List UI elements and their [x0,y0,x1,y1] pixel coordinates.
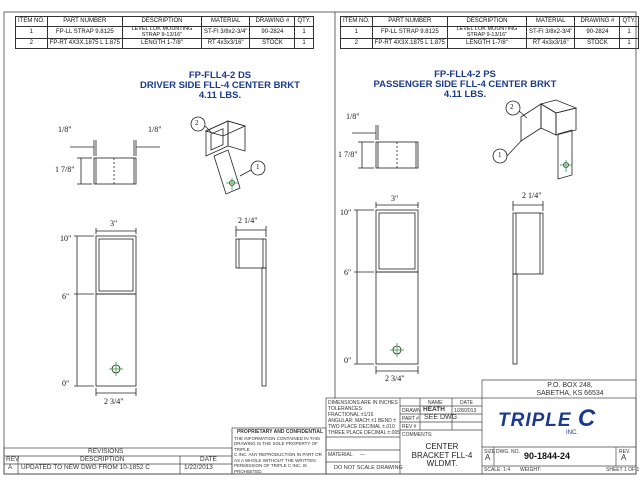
dwg-value: 90-1844-24 [524,451,571,461]
left-front-view [74,228,136,396]
proprietary-title: PROPRIETARY AND CONFIDENTIAL [236,429,324,435]
bom-cell: 1 [341,27,373,39]
revisions-desc-col: DESCRIPTION [80,456,125,463]
bom-header-qty: QTY. [295,17,313,27]
balloon-label-2: 2 [195,119,199,127]
dim-left-height-small: 1 7/8" [55,165,75,174]
right-iso-centerlines [560,160,572,172]
dim-left-h6: 6" [62,292,70,301]
balloon-label-1: 1 [256,163,260,171]
size-label: SIZE [484,449,496,455]
comments-label: COMMENTS: [402,432,433,438]
bom-cell: 2 [16,39,48,49]
left-side-view [236,226,266,386]
proprietary-line: C INC. ANY REPRODUCTION IN PART OR [234,452,322,457]
bom-cell: 1 [295,39,313,49]
bom-cell: LENGTH 1-7/8" [447,39,526,49]
date-label: DATE [460,400,473,406]
dims-note-line: TWO PLACE DECIMAL ±.010 [328,424,395,430]
revisions-rev-col: REV [6,456,20,463]
bom-cell: LEVEL LOK MOUNTING STRAP 9-13/16" [447,27,526,39]
left-title-weight: 4.11 LBS. [198,90,242,101]
dim-left-h10: 10" [60,234,72,243]
bom-cell: 1 [295,27,313,39]
rev-label: REV # [402,424,417,430]
bom-cell: FP-RT 4X3X.1875 L 1.875 [47,39,122,49]
right-title-desc: PASSENGER SIDE FLL-4 CENTER BRKT [373,79,557,90]
bom-cell: FP-RT 4X3X.1875 L 1.875 [372,39,447,49]
balloon-label-2: 2 [510,103,514,111]
bom-header-drawing: DRAWING # [250,17,295,27]
bom-header-qty: QTY. [620,17,638,27]
dim-left-fraction-b: 1/8" [148,125,162,134]
dims-note-line: ANGULAR: MACH ±1 BEND ± [328,418,397,424]
proprietary-line: AS A WHOLE WITHOUT THE WRITTEN [234,457,316,463]
dims-note-line: DIMENSIONS ARE IN INCHES [328,400,398,406]
left-top-tube [94,158,136,184]
bom-header-item: ITEM NO. [341,17,373,27]
bom-cell: 1 [620,39,638,49]
bom-cell: FP-LL STRAP 9.8125 [47,27,122,39]
left-title-desc: DRIVER SIDE FLL-4 CENTER BRKT [140,80,300,91]
company-inc: INC. [566,430,578,436]
bom-cell: 90-2824 [250,27,295,39]
dim-right-width: 3" [391,194,399,203]
bom-header-drawing: DRAWING # [575,17,620,27]
revisions-row-rev: A [8,464,13,471]
left-iso-centerlines [226,178,238,190]
bom-cell: STOCK [575,39,620,49]
right-front-centerlines [390,343,404,357]
bom-cell: ST-FI 3/8x2-3/4" [526,27,574,39]
proprietary-line: DRAWING IS THE SOLE PROPERTY OF TRIPLE [234,441,318,452]
bom-header-desc: DESCRIPTION [447,17,526,27]
revisions-title: REVISIONS [88,448,124,455]
dim-left-fraction-a: 1/8" [58,125,72,134]
dwg-label: DWG. NO. [496,449,520,455]
weight-text: WEIGHT: [520,467,541,473]
company-logo [498,405,596,433]
drawn-name: HEATH [423,406,445,413]
scale-text: SCALE: 1:4 [484,467,511,473]
revisions-row-date: 1/22/2013 [184,464,213,471]
no-scale-note: DO NOT SCALE DRAWING [334,465,403,471]
left-side-tube [236,239,266,268]
bom-header-part: PART NUMBER [47,17,122,27]
dim-right-fraction: 1/8" [346,112,360,121]
left-title-part: FP-FLL4-2 DS [188,70,252,81]
right-side-tube [513,213,543,274]
bom-cell: LEVEL LOK MOUNTING STRAP 9-13/16" [122,27,201,39]
left-side-strap [262,268,266,386]
dim-left-side-width: 2 1/4" [238,216,258,225]
drawing-title-line: BRACKET FLL-4 [411,450,473,460]
dim-right-side-width: 2 1/4" [522,191,542,200]
bom-header-desc: DESCRIPTION [122,17,201,27]
bom-cell: FP-LL STRAP 9.8125 [372,27,447,39]
bom-header-item: ITEM NO. [16,17,48,27]
bom-cell: STOCK [250,39,295,49]
left-front-tube [96,236,136,294]
bom-cell: RT 4x3x3/16" [526,39,574,49]
drawing-title-line: CENTER [425,442,459,451]
address-line-2: SABETHA, KS 66534 [536,389,604,397]
drawn-label: DRAWN [402,408,421,414]
right-top-view [352,125,418,168]
left-top-view [70,140,160,184]
left-front-centerlines [109,362,123,376]
company-name: TRIPLE [498,410,572,431]
name-label: NAME [428,400,443,406]
address-line-1: P.O. BOX 248, [547,382,593,389]
dims-note-line: FRACTIONAL ±1/16 [328,412,374,418]
right-title-weight: 4.11 LBS. [443,89,487,100]
bom-cell: ST-FI 3/8x2-3/4" [201,27,249,39]
right-front-view [354,202,418,374]
dim-left-width: 3" [110,219,118,228]
material-value: --- [360,452,365,458]
drawing-title [402,443,482,469]
revisions-row-desc: UPDATED TO NEW DWG FROM 10-1852 C [21,464,150,471]
company-name-c: C [577,405,597,432]
bom-cell: RT 4x3x3/16" [201,39,249,49]
dim-right-h6: 6" [344,268,352,277]
dim-left-h0: 0" [62,379,70,388]
right-iso-view [493,100,576,179]
bom-header-part: PART NUMBER [372,17,447,27]
rev-box-label: REV. [619,449,631,455]
bom-header-material: MATERIAL [201,17,249,27]
dimensions-note [328,400,400,436]
dim-right-h10: 10" [340,208,352,217]
dim-right-height-small: 1 7/8" [338,150,358,159]
right-side-view [513,201,543,364]
iso-strap [558,130,572,179]
drawing-title-line: WLDMT. [426,459,458,468]
bom-cell: 1 [620,27,638,39]
dims-note-line: TOLERANCES: [328,406,364,412]
dim-left-bottom: 2 3/4" [104,397,124,406]
company-address [530,382,610,397]
dim-right-h0: 0" [344,356,352,365]
part-label: PART # [402,416,419,422]
right-title-part: FP-FLL4-2 PS [434,69,496,80]
size-value: A [485,453,491,462]
dim-right-bottom: 2 3/4" [385,374,405,383]
rev-box-value: A [621,453,627,462]
bom-cell: 2 [341,39,373,49]
proprietary-line: THE INFORMATION CONTAINED IN THIS [234,435,321,441]
drawn-date: 1/28/2013 [454,408,477,414]
sheet-text: SHEET 1 OF 1 [606,467,640,473]
material-label: MATERIAL [328,452,353,458]
bom-cell: 90-2824 [575,27,620,39]
part-value: SEE DWG [424,414,458,421]
proprietary-notice [234,430,326,474]
dims-note-line: THREE PLACE DECIMAL ±.005 [328,430,401,436]
right-side-strap [513,274,517,364]
right-front-tube [376,210,418,272]
proprietary-line: PERMISSION OF TRIPLE C INC. IS PROHIBITED. [234,463,307,474]
iso-tube-front [521,104,541,141]
bom-cell: LENGTH 1-7/8" [122,39,201,49]
bom-header-material: MATERIAL [526,17,574,27]
bom-cell: 1 [16,27,48,39]
revisions-date-col: DATE [200,456,217,463]
iso-strap [214,150,240,194]
left-iso-view [191,117,265,194]
balloon-label-1: 1 [498,151,502,159]
